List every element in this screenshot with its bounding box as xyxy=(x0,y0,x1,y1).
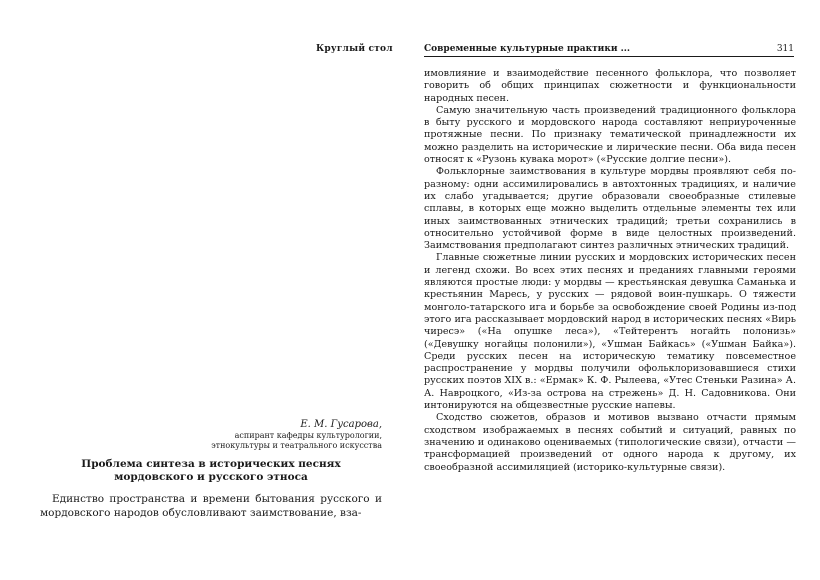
article-title xyxy=(40,458,382,484)
paragraph: Единство пространства и времени бытования русского и мордовского народов обусловливают заимствование, вза- xyxy=(40,493,382,519)
author-name: Е. М. Гусарова, xyxy=(300,419,382,430)
author-affiliation-line: этнокультуры и театрального искусства xyxy=(211,441,382,450)
paragraph: Фольклорные заимствования в культуре мордвы проявляют себя по-разному: одни ассимилировались в автохтонных традициях, и наличие их слабо угадывается; другие образовали своеобразные стилевые сплавы, в которых еще можно выделить отдельные элементы тех или иных заимствованных этнических традиций; третьи сохранились в относительно устойчивой форме в виде целостных произведений. Заимствования предполагают синтез различных этнических традиций. xyxy=(424,166,796,252)
paragraph: Сходство сюжетов, образов и мотивов вызвано отчасти прямым сходством изображаемых в песнях событий и ситуаций, равных по значению и одинаково оцениваемых (типологические связи), отчасти — трансформацией произведений от одного народа к другому, их своеобразной ассимиляцией (историко-культурные связи). xyxy=(424,412,796,473)
article-title-line: мордовского и русского этноса xyxy=(114,471,308,483)
right-body-text xyxy=(424,68,796,474)
paragraph: Главные сюжетные линии русских и мордовских исторических песен и легенд схожи. Во всех этих песнях и преданиях главными героями являются простые люди: у мордвы — крестьянская девушка Саманька и крестьянин Маресь, у русских — рядовой воин-пушкарь. О тяжести монголо-татарского ига и борьбе за освобождение своей Родины из-под этого ига рассказывает мордовский народ в исторических песнях «Вирь чиресэ» («На опушке леса»), «Тейтерентъ ногайть полонизь» («Девушку ногайцы полонили»), «Ушман Байкась» («Ушман Байка»). Среди русских песен на историческую тематику повсеместное распространение у мордвы получили офольклоризовавшиеся стихи русских поэтов XIX в.: «Ермак» К. Ф. Рылеева, «Утес Стеньки Разина» А. А. Навроцкого, «Из-за острова на стрежень» Д. Н. Садовникова. Они интонируются на общезвестные русские напевы. xyxy=(424,252,796,412)
right-page xyxy=(410,0,820,580)
paragraph: Самую значительную часть произведений традиционного фольклора в быту русского и мордовского народа составляют неприуроченные протяжные песни. По признаку тематической принадлежности их можно разделить на исторические и лирические песни. Оба вида песен относят к «Рузонь кувака морот» («Русские долгие песни»). xyxy=(424,104,796,166)
running-head-title: Современные культурные практики ... xyxy=(424,44,631,54)
page-number: 311 xyxy=(776,44,794,54)
left-body-text xyxy=(40,492,382,520)
paragraph: имовлияние и взаимодействие песенного фольклора, что позволяет говорить об общих принципах сюжетности и функциональности народных песен. xyxy=(424,68,796,104)
running-head-right xyxy=(424,44,794,57)
article-title-line: Проблема синтеза в исторических песнях xyxy=(81,458,341,470)
author-affiliation-line: аспирант кафедры культурологии, xyxy=(234,431,382,440)
running-head-left: Круглый стол xyxy=(316,44,393,54)
author-block xyxy=(40,419,382,451)
